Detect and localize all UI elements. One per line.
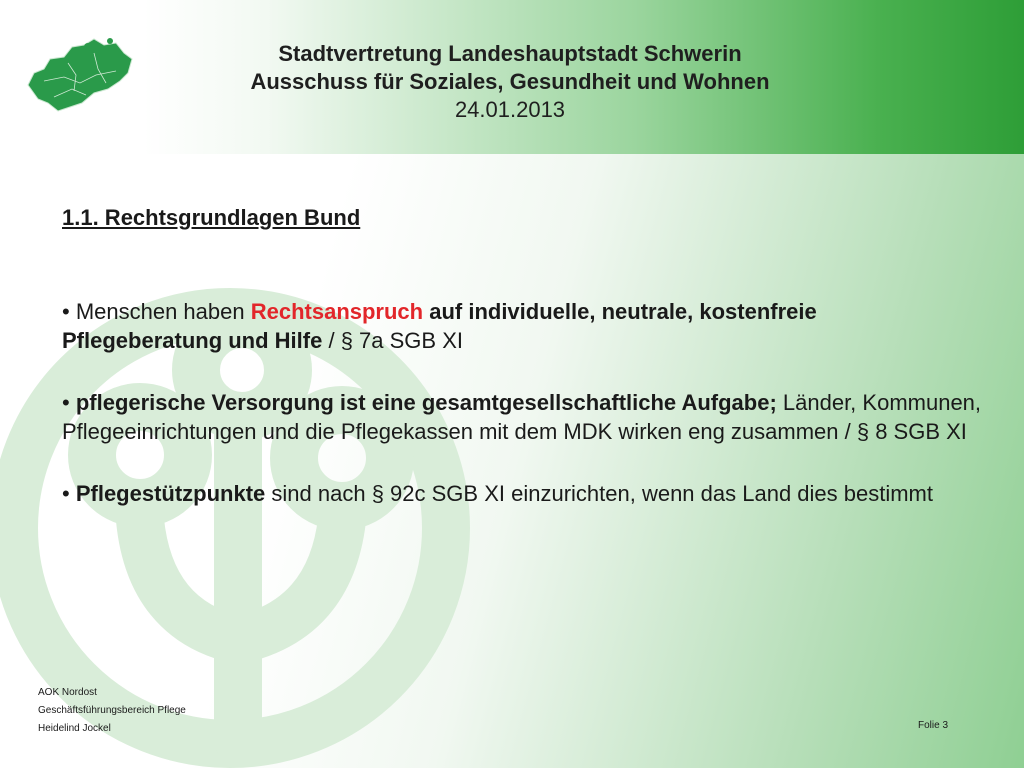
bullet-3-text: sind nach § 92c SGB XI einzurichten, wenn das Land dies bestimmt	[265, 481, 933, 506]
bullet-item-2	[62, 388, 982, 446]
mecklenburg-vorpommern-map-icon	[24, 33, 136, 113]
bullet-list	[62, 297, 982, 541]
title-line-1: Stadtvertretung Landeshauptstadt Schwerin	[278, 41, 742, 66]
footer-department: Geschäftsführungsbereich Pflege	[38, 705, 186, 716]
bullet-2-bold: pflegerische Versorgung ist eine gesamtgesellschaftliche Aufgabe;	[75, 390, 777, 415]
bullet-2-text: Länder, Kommunen, Pflegeeinrichtungen und die Pflegekassen mit dem MDK wirken eng zusammen / § 8 SGB XI	[62, 390, 982, 444]
footer-organization: AOK Nordost	[38, 687, 97, 698]
bullet-3-bold: Pflegestützpunkte	[75, 481, 266, 506]
bullet-1-reference: / § 7a SGB XI	[322, 328, 463, 353]
bullet-item-1	[62, 297, 982, 355]
footer-author: Heidelind Jockel	[38, 723, 111, 734]
bullet-1-bold: auf individuelle, neutrale, kostenfreie Pflegeberatung und Hilfe	[62, 299, 817, 353]
bullet-1-highlight: Rechtsanspruch	[250, 299, 424, 324]
bullet-2-marker: •	[62, 390, 76, 415]
slide-number: Folie 3	[917, 720, 948, 731]
slide-title	[180, 40, 840, 124]
bullet-item-3	[62, 479, 982, 508]
title-line-2: Ausschuss für Soziales, Gesundheit und Wohnen	[250, 69, 770, 94]
map-thumbnail	[24, 33, 136, 113]
bullet-1-text: • Menschen haben	[62, 299, 251, 324]
bullet-3-marker: •	[62, 481, 76, 506]
meeting-date: 24.01.2013	[454, 97, 566, 122]
section-heading: 1.1. Rechtsgrundlagen Bund	[62, 205, 361, 230]
footer-info	[38, 684, 186, 738]
